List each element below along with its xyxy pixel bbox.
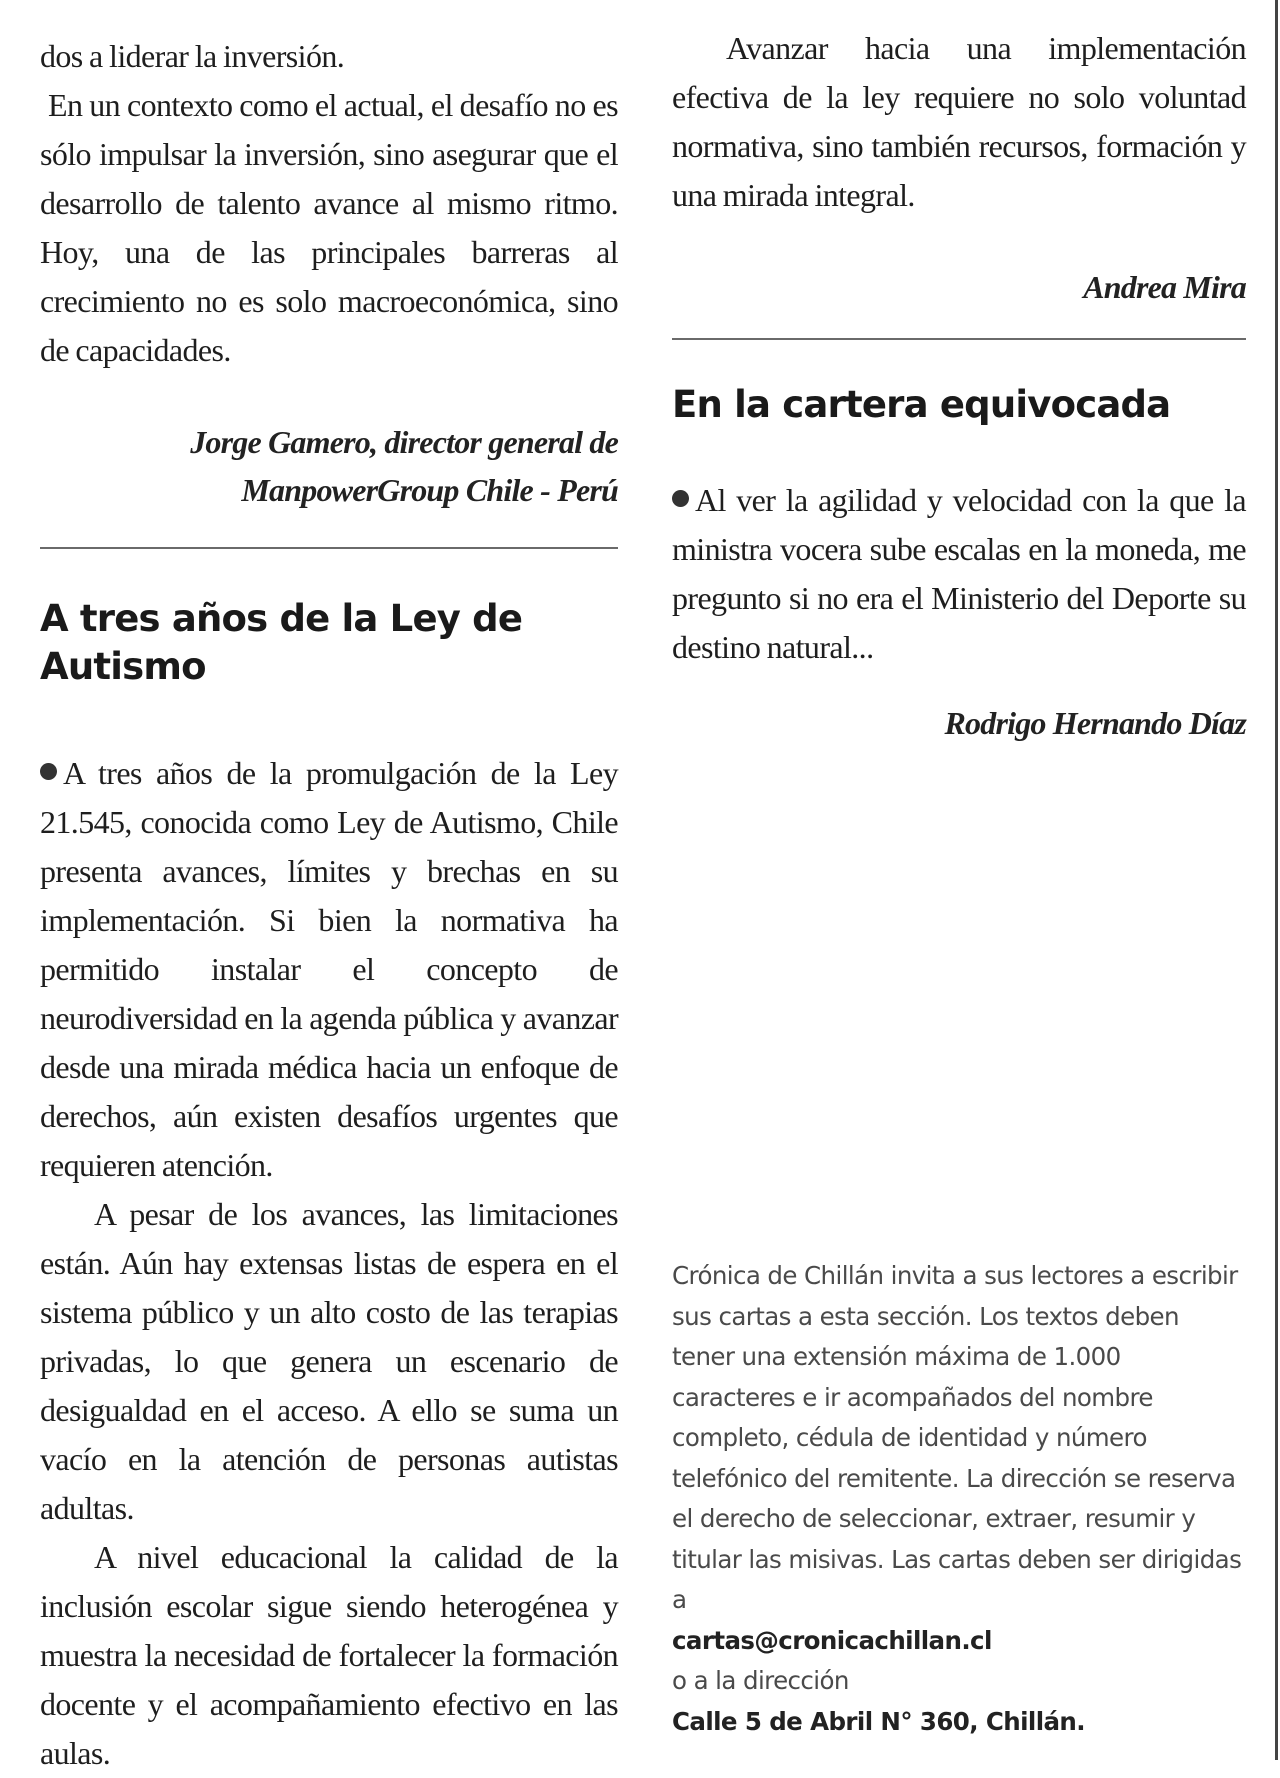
intro-paragraph-1: dos a liderar la inversión. — [40, 38, 345, 74]
autismo-paragraph-3: A nivel educacional la calidad de la inclusión escolar sigue siendo heterogénea y muestra la necesidad de fortalecer la formación docente y el acompañamiento efectivo en las aulas. — [40, 1539, 618, 1771]
headline-line-1: A tres años de la Ley de — [40, 597, 523, 640]
signature-line-2: ManpowerGroup Chile - Perú — [241, 472, 618, 508]
autismo-paragraph-1 — [40, 749, 618, 1190]
autismo-headline — [40, 595, 618, 691]
cartera-signature: Rodrigo Hernando Díaz — [944, 705, 1246, 741]
right-column — [672, 0, 1246, 1736]
letters-notice — [672, 1256, 1246, 1742]
section-divider — [672, 338, 1246, 340]
autismo-paragraph-4: Avanzar hacia una implementación efectiva de la ley requiere no solo voluntad normativa, sino también recursos, formación y una mirada integral. — [672, 30, 1246, 213]
intro-paragraph-2: En un contexto como el actual, el desafío no es sólo impulsar la inversión, sino asegurar que el desarrollo de talento avance al mismo ritmo. Hoy, una de las principales barreras al crecimiento no es solo macroeconómica, sino de capacidades. — [40, 87, 618, 368]
page-edge-rule — [1275, 0, 1278, 1760]
autismo-paragraph-2: A pesar de los avances, las limitaciones están. Aún hay extensas listas de espera en el sistema público y un alto costo de las terapias privadas, lo que genera un escenario de desigualdad en el acceso. A ello se suma un vacío en la atención de personas autistas adultas. — [40, 1196, 618, 1526]
signature-line-1: Jorge Gamero, director general de — [190, 424, 618, 460]
manpower-signature — [40, 418, 618, 514]
left-column — [40, 0, 618, 1778]
section-divider — [40, 547, 618, 549]
cartera-paragraph — [672, 476, 1246, 672]
notice-address: Calle 5 de Abril N° 360, Chillán. — [672, 1706, 1085, 1736]
notice-text: Crónica de Chillán invita a sus lectores a escribir sus cartas a esta sección. Los textos deben tener una extensión máxima de 1.000 caracteres e ir acompañados del nombre completo, cédula de identidad y número telefónico del remitente. La dirección se reserva el derecho de seleccionar, extraer, resumir y titular las misivas. Las cartas deben ser dirigidas a — [672, 1261, 1242, 1614]
bullet-icon — [672, 490, 689, 507]
cartera-paragraph-text: Al ver la agilidad y velocidad con la que la ministra vocera sube escalas en la moneda, me pregunto si no era el Ministerio del Deporte su destino natural... — [672, 482, 1246, 665]
manpower-letter-ending — [40, 32, 618, 375]
autismo-letter-body — [40, 749, 618, 1778]
notice-email[interactable]: cartas@cronicachillan.cl — [672, 1625, 992, 1655]
bullet-icon — [40, 763, 57, 780]
cartera-headline: En la cartera equivocada — [672, 383, 1171, 426]
notice-connector: o a la dirección — [672, 1666, 849, 1695]
headline-line-2: Autismo — [40, 645, 206, 688]
autismo-signature: Andrea Mira — [1083, 269, 1246, 305]
autismo-letter-continued — [672, 24, 1246, 220]
autismo-paragraph-1-text: A tres años de la promulgación de la Ley 21.545, conocida como Ley de Autismo, Chile presenta avances, límites y brechas en su implementación. Si bien la normativa ha permitido instalar el concepto de neurodiversidad en la agenda pública y avanzar desde una mirada médica hacia un enfoque de derechos, aún existen desafíos urgentes que requieren atención. — [40, 755, 618, 1183]
